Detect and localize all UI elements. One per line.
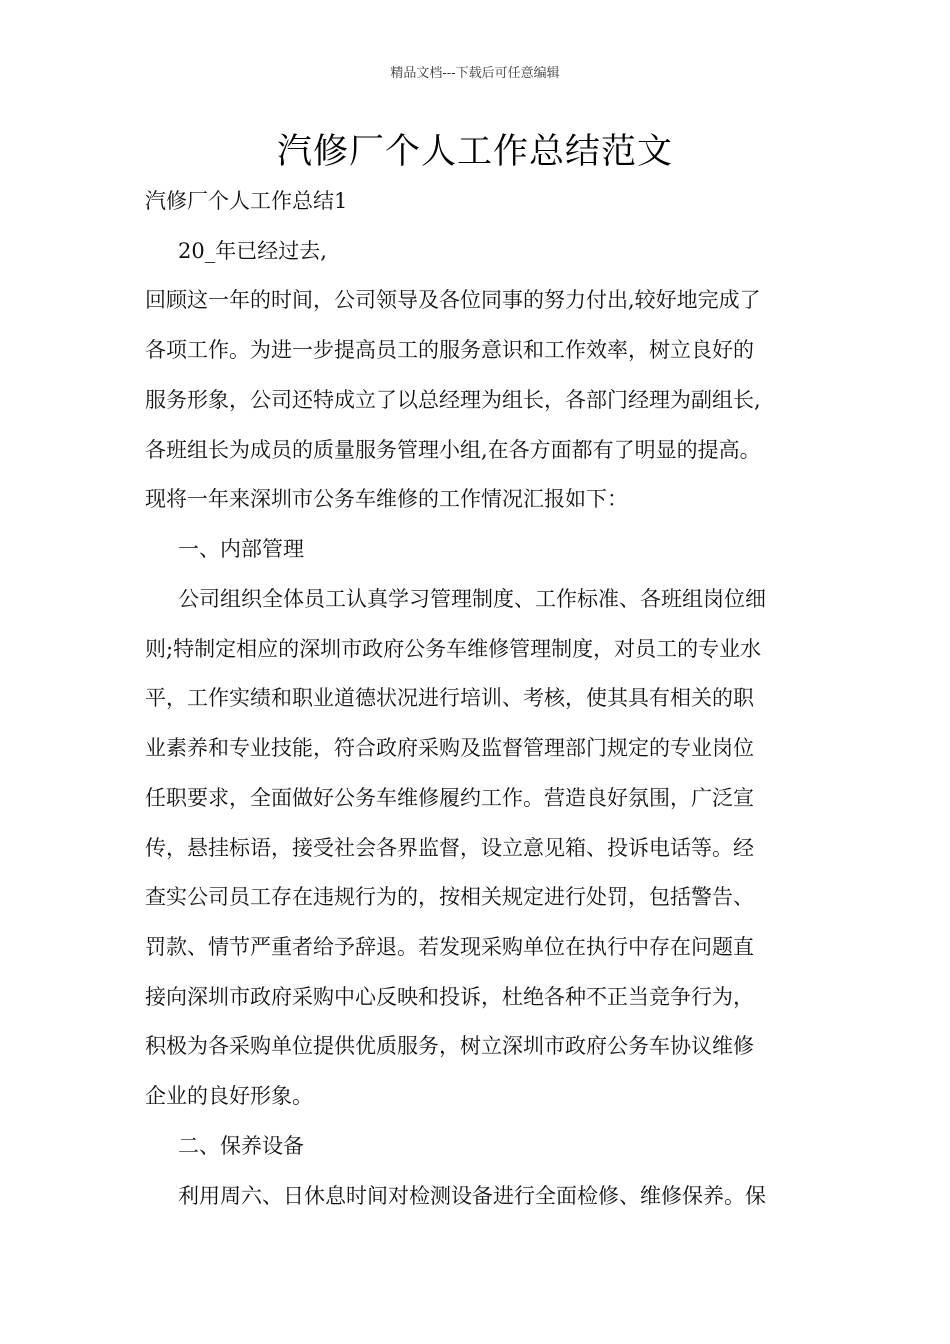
section-heading: 二、保养设备 xyxy=(178,1134,304,1158)
paragraph-line: 20_年已经过去, xyxy=(178,239,327,263)
paragraph-line: 各项工作。为进一步提高员工的服务意识和工作效率，树立良好的 xyxy=(145,338,754,362)
paragraph-line: 查实公司员工存在违规行为的，按相关规定进行处罚，包括警告、 xyxy=(145,885,754,909)
paragraph-line: 接向深圳市政府采购中心反映和投诉，杜绝各种不正当竞争行为， xyxy=(145,985,754,1009)
paragraph-line: 传，悬挂标语，接受社会各界监督，设立意见箱、投诉电话等。经 xyxy=(145,836,754,860)
paragraph-line: 任职要求，全面做好公务车维修履约工作。营造良好氛围，广泛宣 xyxy=(145,786,754,810)
paragraph-line: 平，工作实绩和职业道德状况进行培训、考核，使其具有相关的职 xyxy=(145,686,754,710)
document-title: 汽修厂个人工作总结范文 xyxy=(276,132,673,172)
paragraph-line: 业素养和专业技能，符合政府采购及监督管理部门规定的专业岗位 xyxy=(145,736,754,760)
paragraph-line: 现将一年来深圳市公务车维修的工作情况汇报如下： xyxy=(145,487,628,511)
page-header: 精品文档---下载后可任意编辑 xyxy=(390,66,560,81)
paragraph-line: 企业的良好形象。 xyxy=(145,1084,313,1108)
paragraph-line: 利用周六、日休息时间对检测设备进行全面检修、维修保养。保 xyxy=(178,1184,766,1208)
paragraph-line: 服务形象，公司还特成立了以总经理为组长，各部门经理为副组长, xyxy=(145,388,761,412)
paragraph-line: 公司组织全体员工认真学习管理制度、工作标准、各班组岗位细 xyxy=(178,587,766,611)
subtitle-line: 汽修厂个人工作总结1 xyxy=(145,189,348,213)
paragraph-line: 回顾这一年的时间，公司领导及各位同事的努力付出,较好地完成了 xyxy=(145,288,761,312)
paragraph-line: 各班组长为成员的质量服务管理小组,在各方面都有了明显的提高。 xyxy=(145,438,761,462)
paragraph-line: 罚款、情节严重者给予辞退。若发现采购单位在执行中存在问题直 xyxy=(145,935,754,959)
paragraph-line: 积极为各采购单位提供优质服务，树立深圳市政府公务车协议维修 xyxy=(145,1034,754,1058)
section-heading: 一、内部管理 xyxy=(178,537,304,561)
paragraph-line: 则;特制定相应的深圳市政府公务车维修管理制度，对员工的专业水 xyxy=(145,637,762,661)
